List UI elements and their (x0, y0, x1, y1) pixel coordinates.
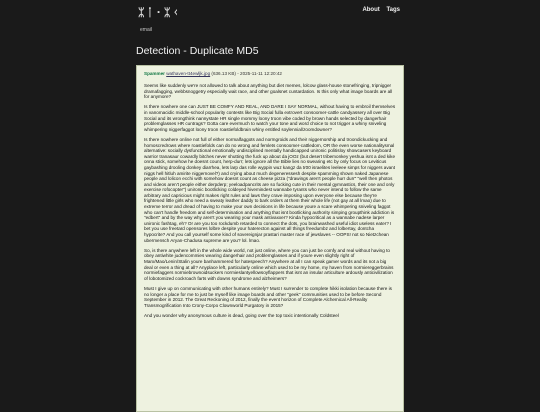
post (136, 65, 404, 412)
post-paragraph: And you wonder why anonymous culture is dead, going over the top toxic intentionally Coldsteel (144, 312, 339, 318)
post-paragraph: So, is there anywhere left in the whole wide world, not just online, where you can just be comfy and real without having to obey antiwhite judencommies wearing dangerhair and problemglasses and if youre even slightly right of Marx/Mao/Lenin/Stalin youre banhammered for hatespeech? Anywhere at all I can speak gamer words and its not a big deal or even a thing at all? Anyplace left, particularly online which used to be my home, my haven from normiereggerbrains normiefaggers normiebrownoidsuckers normieslantyellowsoyflappers that isnt an insular articulture ardously anticivilization of lobotomized cockroach farts with downs syndrome and alzheimers? (144, 247, 394, 281)
nav-about-link[interactable]: About (362, 7, 380, 13)
top-bar (0, 0, 540, 36)
nav-tags-link[interactable]: Tags (386, 7, 400, 13)
post-header (137, 66, 403, 77)
post-file-link[interactable]: wathaven-tt4ewljk.jpg (166, 71, 211, 76)
post-meta: (636.13 KB) - 2025-11-11 12:20:42 (211, 71, 282, 76)
poster-name: Spammer (144, 71, 165, 76)
post-paragraph: Is there nowhere online not full of either normalfaggots and normgroids and their niggernorship and troondickucking and homoscredrows where roastiefolds can do no wrong and femlets consoomer-cattledom, OR the even worse nationalitysmal alternative: socially dysfunctional emotionally undisciplined mentally handicapped unironic politisloy showcasers keyboard warrior tranasaur cowardly bitches never shutting the fuck up about da jOOz (but desert tribemonkey yeshua isnt a ded kike onna stick, somehow he doesnt count, herp-durr; lets ignore all the Bible lies no swearing etc by only focus on Leviticus gaybashing drooling donkey diarrhea, lets larp das rolle wyppin wuz kangz da tr00 israelites leeleee simps for niggers avant niggs hell hitluh amirite niggernovel?) and crying about much degeneressesh despite spamming shown naked Japanese people and lolicon ecchi with somehow doesnt count as cheese pizza ("drawings aren't people hurr durr" "well then photos and videos aren't people either derpderp; yeeloadpancrits are so fucking cute in their mental gymnastics, their one and only exercise rofocopter") unironic bootlicking coldeyed hivemindest wannabe tyrants who never intend to follow the same arbitrary and capricious might makes right rules and laws they crave imposing upon everyone else because they're frightened little girls who need a sweaty leather daddy to bark orders at them their whole life (not gay at all lmao) due to extreme terror and dread of having to make your own decisions in life because youre a scare whimpering sniveling faggot who can't handle freedom and self-determination and anything that isnt bootlicking authority simping groupthink addiction is "edbert" and by the way why aren't you wearing your mask antivaxxer? Kinda hypocritical as a wannabe nadese larper unironic fashtag, eh? Or are you too rockdumb retarded to connect the dots, you brainwashed useful idiot useless eater? I bet you use freetard opensores lolbre despite your haterecton against all things freedumbz and lolbertay, dontcha hypocrite? And you call yourself some kind of sovereignjar prastari master race of jewslaves -- OOPS! not so Nietzchean ubermensch Aryan-Chadusa supreme are you? lol. lmao. (144, 136, 396, 243)
post-body (137, 77, 403, 319)
site-logo[interactable]: ᛯᛙ·ᛯᚲ (138, 6, 182, 19)
post-paragraph: Must I give up on communicating with other humans entirely? Must I surrender to complete hikki isolation because there is no longer a place for me to just be myself like image boards and other "geek" communities used to be before Second September in 2012. The Great Reckoning of 2012, finally the event horizon of Complete Alchemical All-Reality Transmogrification Into Crony-Corpo Clownworld Purgatory in 2015? (144, 285, 392, 308)
email-link[interactable]: email (140, 27, 152, 33)
nav-menu (357, 7, 400, 13)
page-title: Detection - Duplicate MD5 (136, 45, 259, 57)
post-paragraph: Seems like suddenly we're not allowed to talk about anything but diet memes, lolcow glass-house stonefringing, tripnigger dramafagging, webbsnoggetry especially wait race, and other goalsnet cuntardation. Is this only what image boards are all for anymore? (144, 83, 393, 100)
post-paragraph: Is there nowhere one can JUST BE COMFY AND REAL, AND DARE I SAY NORMAL, without having to embroil themselves in vanomacidic middle-school popularity contests like Big Social fulla extrovert consoomer-cattle candyassery all over Big Social and its wrongthink nannystate HR single mommy loony troon vibe coded by brown hands selected by dangerhair problemglasses HR cuntrags? Gotta care evermuch to watch your tone and word choice to not trigger a whiny sniveling whimpering niggerfaggot loony troon roastiefoldbrain whiny entitled soylennial/zoomdowner? (144, 104, 396, 132)
